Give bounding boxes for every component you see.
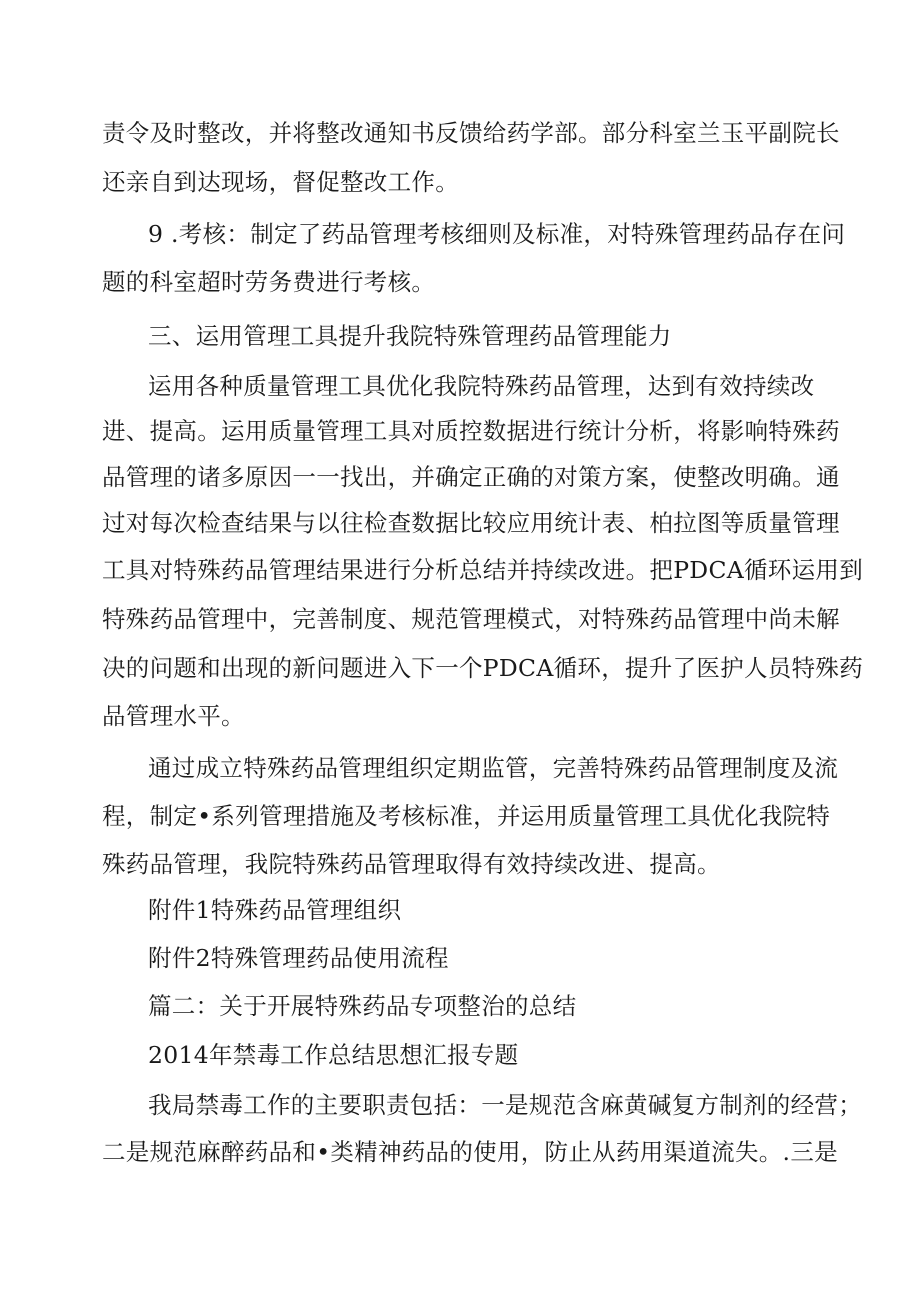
text-line: 进、提高。运用质量管理工具对质控数据进行统计分析，将影响特殊药: [102, 417, 840, 445]
text-line: 责令及时整改，并将整改通知书反馈给药学部。部分科室兰玉平副院长: [102, 119, 840, 147]
text-line: 程，制定•系列管理措施及考核标准，并运用质量管理工具优化我院特: [102, 802, 831, 830]
section-heading: 篇二：关于开展特殊药品专项整治的总结: [148, 992, 577, 1020]
text-line: 9 .考核：制定了药品管理考核细则及标准，对特殊管理药品存在问: [148, 220, 846, 248]
text-line: 二是规范麻醉药品和•类精神药品的使用，防止从药用渠道流失。.三是: [102, 1138, 838, 1166]
text-line: 工具对特殊药品管理结果进行分析总结并持续改进。把PDCA循环运用到: [102, 556, 864, 584]
text-line: 品管理水平。: [102, 702, 245, 730]
attachment-line: 附件2特殊管理药品使用流程: [148, 944, 449, 972]
section-heading: 三、运用管理工具提升我院特殊管理药品管理能力: [148, 322, 672, 350]
text-line: 殊药品管理，我院特殊药品管理取得有效持续改进、提高。: [102, 850, 721, 878]
text-line: 通过成立特殊药品管理组织定期监管，完善特殊药品管理制度及流: [148, 754, 839, 782]
text-line: 运用各种质量管理工具优化我院特殊药品管理，达到有效持续改: [148, 372, 815, 400]
text-line: 还亲自到达现场，督促整改工作。: [102, 168, 459, 196]
text-line: 特殊药品管理中，完善制度、规范管理模式，对特殊药品管理中尚未解: [102, 605, 840, 633]
section-heading: 2014年禁毒工作总结思想汇报专题: [148, 1041, 519, 1069]
text-line: 品管理的诸多原因一一找出，并确定正确的对策方案，使整改明确。通: [102, 463, 840, 491]
text-line: 过对每次检查结果与以往检查数据比较应用统计表、柏拉图等质量管理: [102, 509, 840, 537]
text-line: 决的问题和出现的新问题进入下一个PDCA循环，提升了医护人员特殊药: [102, 654, 864, 682]
text-line: 我局禁毒工作的主要职责包括：一是规范含麻黄碱复方制剂的经营；: [148, 1091, 862, 1119]
text-line: 题的科室超时劳务费进行考核。: [102, 268, 436, 296]
attachment-line: 附件1特殊药品管理组织: [148, 896, 402, 924]
